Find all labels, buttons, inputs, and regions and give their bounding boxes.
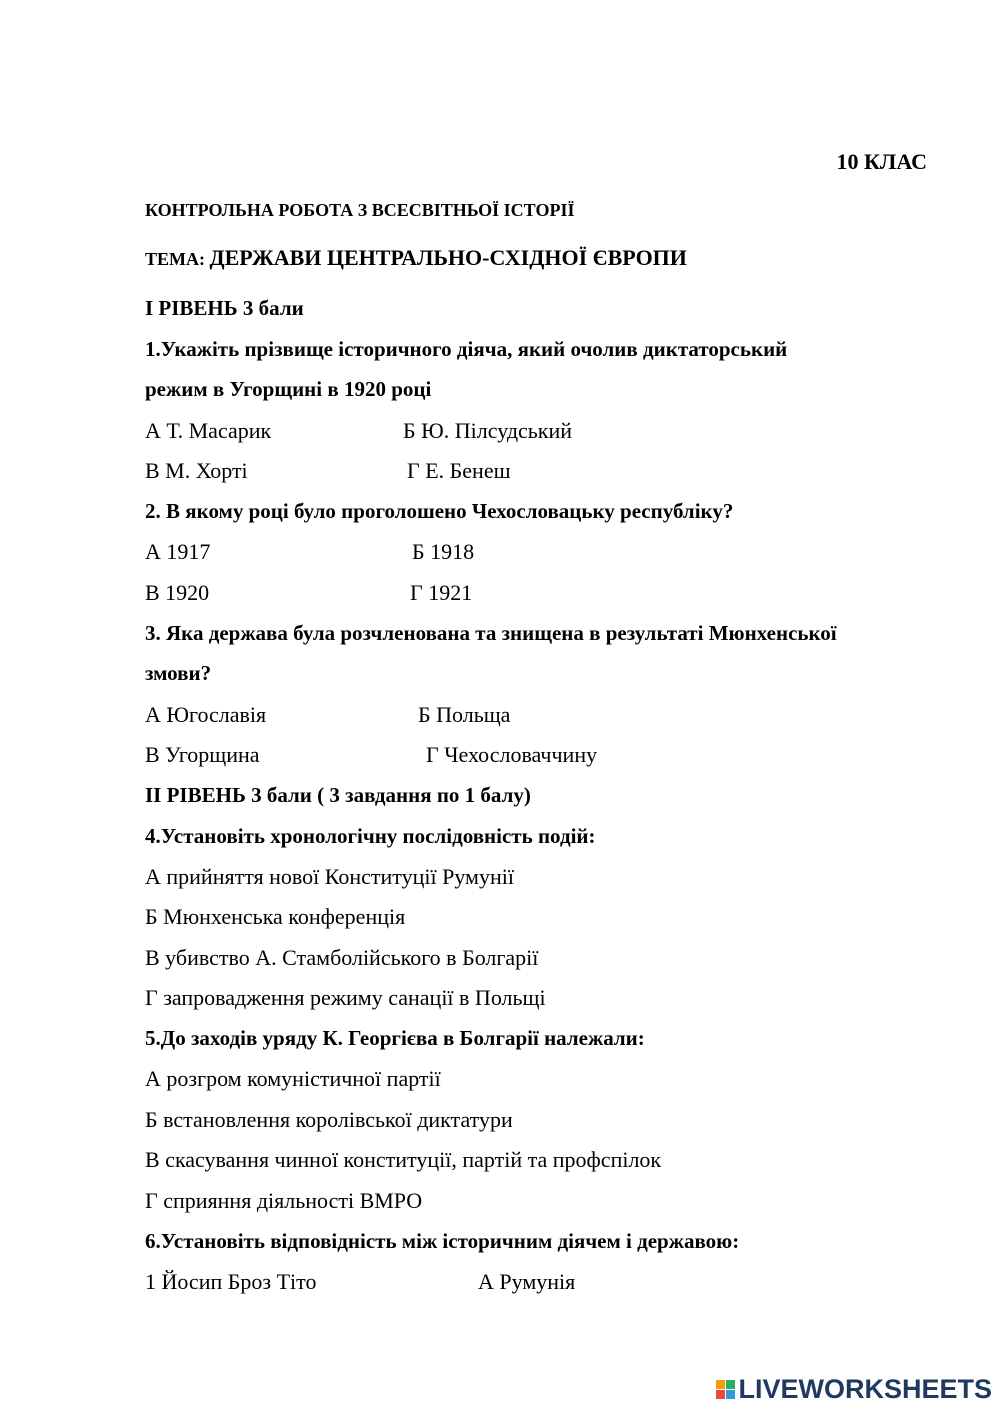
q2-option-b: Б 1918 <box>412 539 475 564</box>
q4-text: 4.Установіть хронологічну послідовність подій: <box>145 824 596 848</box>
q3-option-b: Б Польща <box>418 702 511 727</box>
q5-text: 5.До заходів уряду К. Георгієва в Болгарії належали: <box>145 1026 645 1050</box>
q6-text: 6.Установіть відповідність між історичним діячем і державою: <box>145 1229 740 1253</box>
liveworksheets-logo <box>716 1374 992 1405</box>
logo-square <box>716 1380 725 1389</box>
q3-option-c: В Угорщина <box>145 742 260 767</box>
q3-text-line2: змови? <box>145 661 212 685</box>
q1-text-line2: режим в Угорщині в 1920 році <box>145 377 432 401</box>
q2-option-d: Г 1921 <box>410 580 473 605</box>
topic-title: ДЕРЖАВИ ЦЕНТРАЛЬНО-СХІДНОЇ ЄВРОПИ <box>209 245 687 270</box>
q5-option-c: В скасування чинної конституції, партій та профспілок <box>145 1147 662 1172</box>
q4-option-c: В убивство А. Стамболійського в Болгарії <box>145 945 539 970</box>
q1-option-b: Б Ю. Пілсудський <box>403 418 573 443</box>
grade-label: 10 КЛАС <box>836 149 927 174</box>
logo-square <box>726 1390 735 1399</box>
q5-option-a: А розгром комуністичної партії <box>145 1066 441 1091</box>
q1-text-line1: 1.Укажіть прізвище історичного діяча, який очолив диктаторський <box>145 337 788 361</box>
topic-prefix: ТЕМА: <box>145 249 210 269</box>
q1-option-c: В М. Хорті <box>145 458 248 483</box>
q4-option-a: А прийняття нової Конституції Румунії <box>145 864 514 889</box>
topic-line <box>145 247 687 269</box>
liveworksheets-wordmark: LIVEWORKSHEETS <box>738 1374 992 1404</box>
q2-option-a: А 1917 <box>145 539 211 564</box>
q2-option-c: В 1920 <box>145 580 210 605</box>
q5-option-b: Б встановлення королівської диктатури <box>145 1107 513 1132</box>
q6-left-1: 1 Йосип Броз Тіто <box>145 1269 317 1294</box>
q4-option-b: Б Мюнхенська конференція <box>145 904 406 929</box>
q3-option-a: А Югославія <box>145 702 267 727</box>
q1-option-a: А Т. Масарик <box>145 418 272 443</box>
level2-heading: II РІВЕНЬ 3 бали ( 3 завдання по 1 балу) <box>145 783 531 807</box>
q4-option-d: Г запровадження режиму санації в Польщі <box>145 985 546 1010</box>
logo-square <box>716 1390 725 1399</box>
q3-text-line1: 3. Яка держава була розчленована та знищена в результаті Мюнхенської <box>145 621 837 645</box>
logo-square <box>726 1380 735 1389</box>
q5-option-d: Г сприяння діяльності ВМРО <box>145 1188 423 1213</box>
q3-option-d: Г Чехословаччину <box>426 742 598 767</box>
level1-heading: I РІВЕНЬ 3 бали <box>145 296 304 320</box>
q2-text: 2. В якому році було проголошено Чехословацьку республіку? <box>145 499 734 523</box>
liveworksheets-mark-icon <box>716 1380 735 1399</box>
q1-option-d: Г Е. Бенеш <box>407 458 511 483</box>
test-title: КОНТРОЛЬНА РОБОТА З ВСЕСВІТНЬОЇ ІСТОРІЇ <box>145 200 575 220</box>
q6-right-a: А Румунія <box>478 1269 576 1294</box>
